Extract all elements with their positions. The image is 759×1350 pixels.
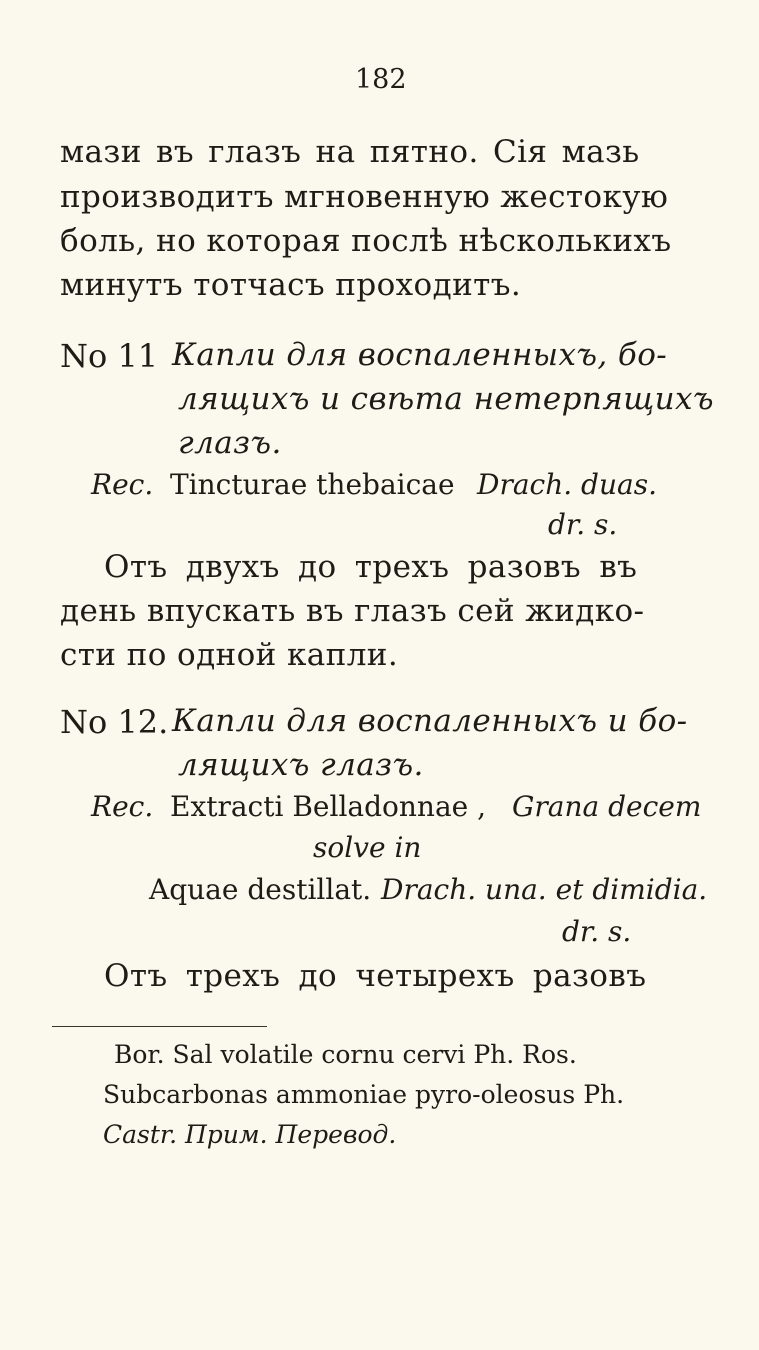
section-11-signature: dr. s. [548,508,618,541]
page-number: 182 [355,64,407,95]
section-11-number: No 11 [60,337,159,375]
section-11-instruction-3: сти по одной капли. [60,637,399,673]
section-12-solve-in: solve in [313,831,422,864]
footnote-separator [52,1026,267,1027]
intro-line-1: мази въ глазъ на пятно. Сія мазь [60,134,640,170]
section-12-rec-dose: Grana decem [512,790,702,823]
section-12-number: No 12. [60,703,169,741]
intro-line-4: минутъ тотчасъ проходитъ. [60,267,522,303]
section-11-rec-label: Rec. [91,468,154,501]
section-12-title-line-2: лящихъ глазъ. [178,747,424,783]
section-12-rec-ingredient: Extracti Belladonnae , [170,790,487,823]
section-11-instruction-1: Отъ двухъ до трехъ разовъ въ [104,549,638,585]
footnote-line-1: Bor. Sal volatile cornu cervi Ph. Ros. [114,1040,577,1069]
section-11-rec-dose: Drach. duas. [477,468,657,501]
intro-line-2: производитъ мгновенную жестокую [60,179,669,215]
section-11-rec-ingredient: Tincturae thebaicae [170,468,455,501]
footnote-line-3: Castr. Прим. Перевод. [103,1120,397,1149]
section-11-instruction-2: день впускать въ глазъ сей жидко- [60,593,645,629]
section-12-aquae-dose: Drach. una. et dimidia. [381,873,708,906]
section-11-title-line-2: лящихъ и свѣта нетерпящихъ [178,381,714,417]
section-12-aquae: Aquae destillat. [149,873,372,906]
section-12-rec-label: Rec. [91,790,154,823]
section-12-title-line-1: Капли для воспаленныхъ и бо- [172,703,688,739]
footnote-line-2: Subcarbonas ammoniae pyro-oleosus Ph. [103,1080,625,1109]
section-11-title-line-3: глазъ. [178,425,282,461]
intro-line-3: боль, но которая послѣ нѣсколькихъ [60,223,672,259]
section-11-title-line-1: Капли для воспаленныхъ, бо- [172,337,668,373]
section-12-signature: dr. s. [562,915,632,948]
section-12-instruction-start: Отъ трехъ до четырехъ разовъ [104,958,647,994]
